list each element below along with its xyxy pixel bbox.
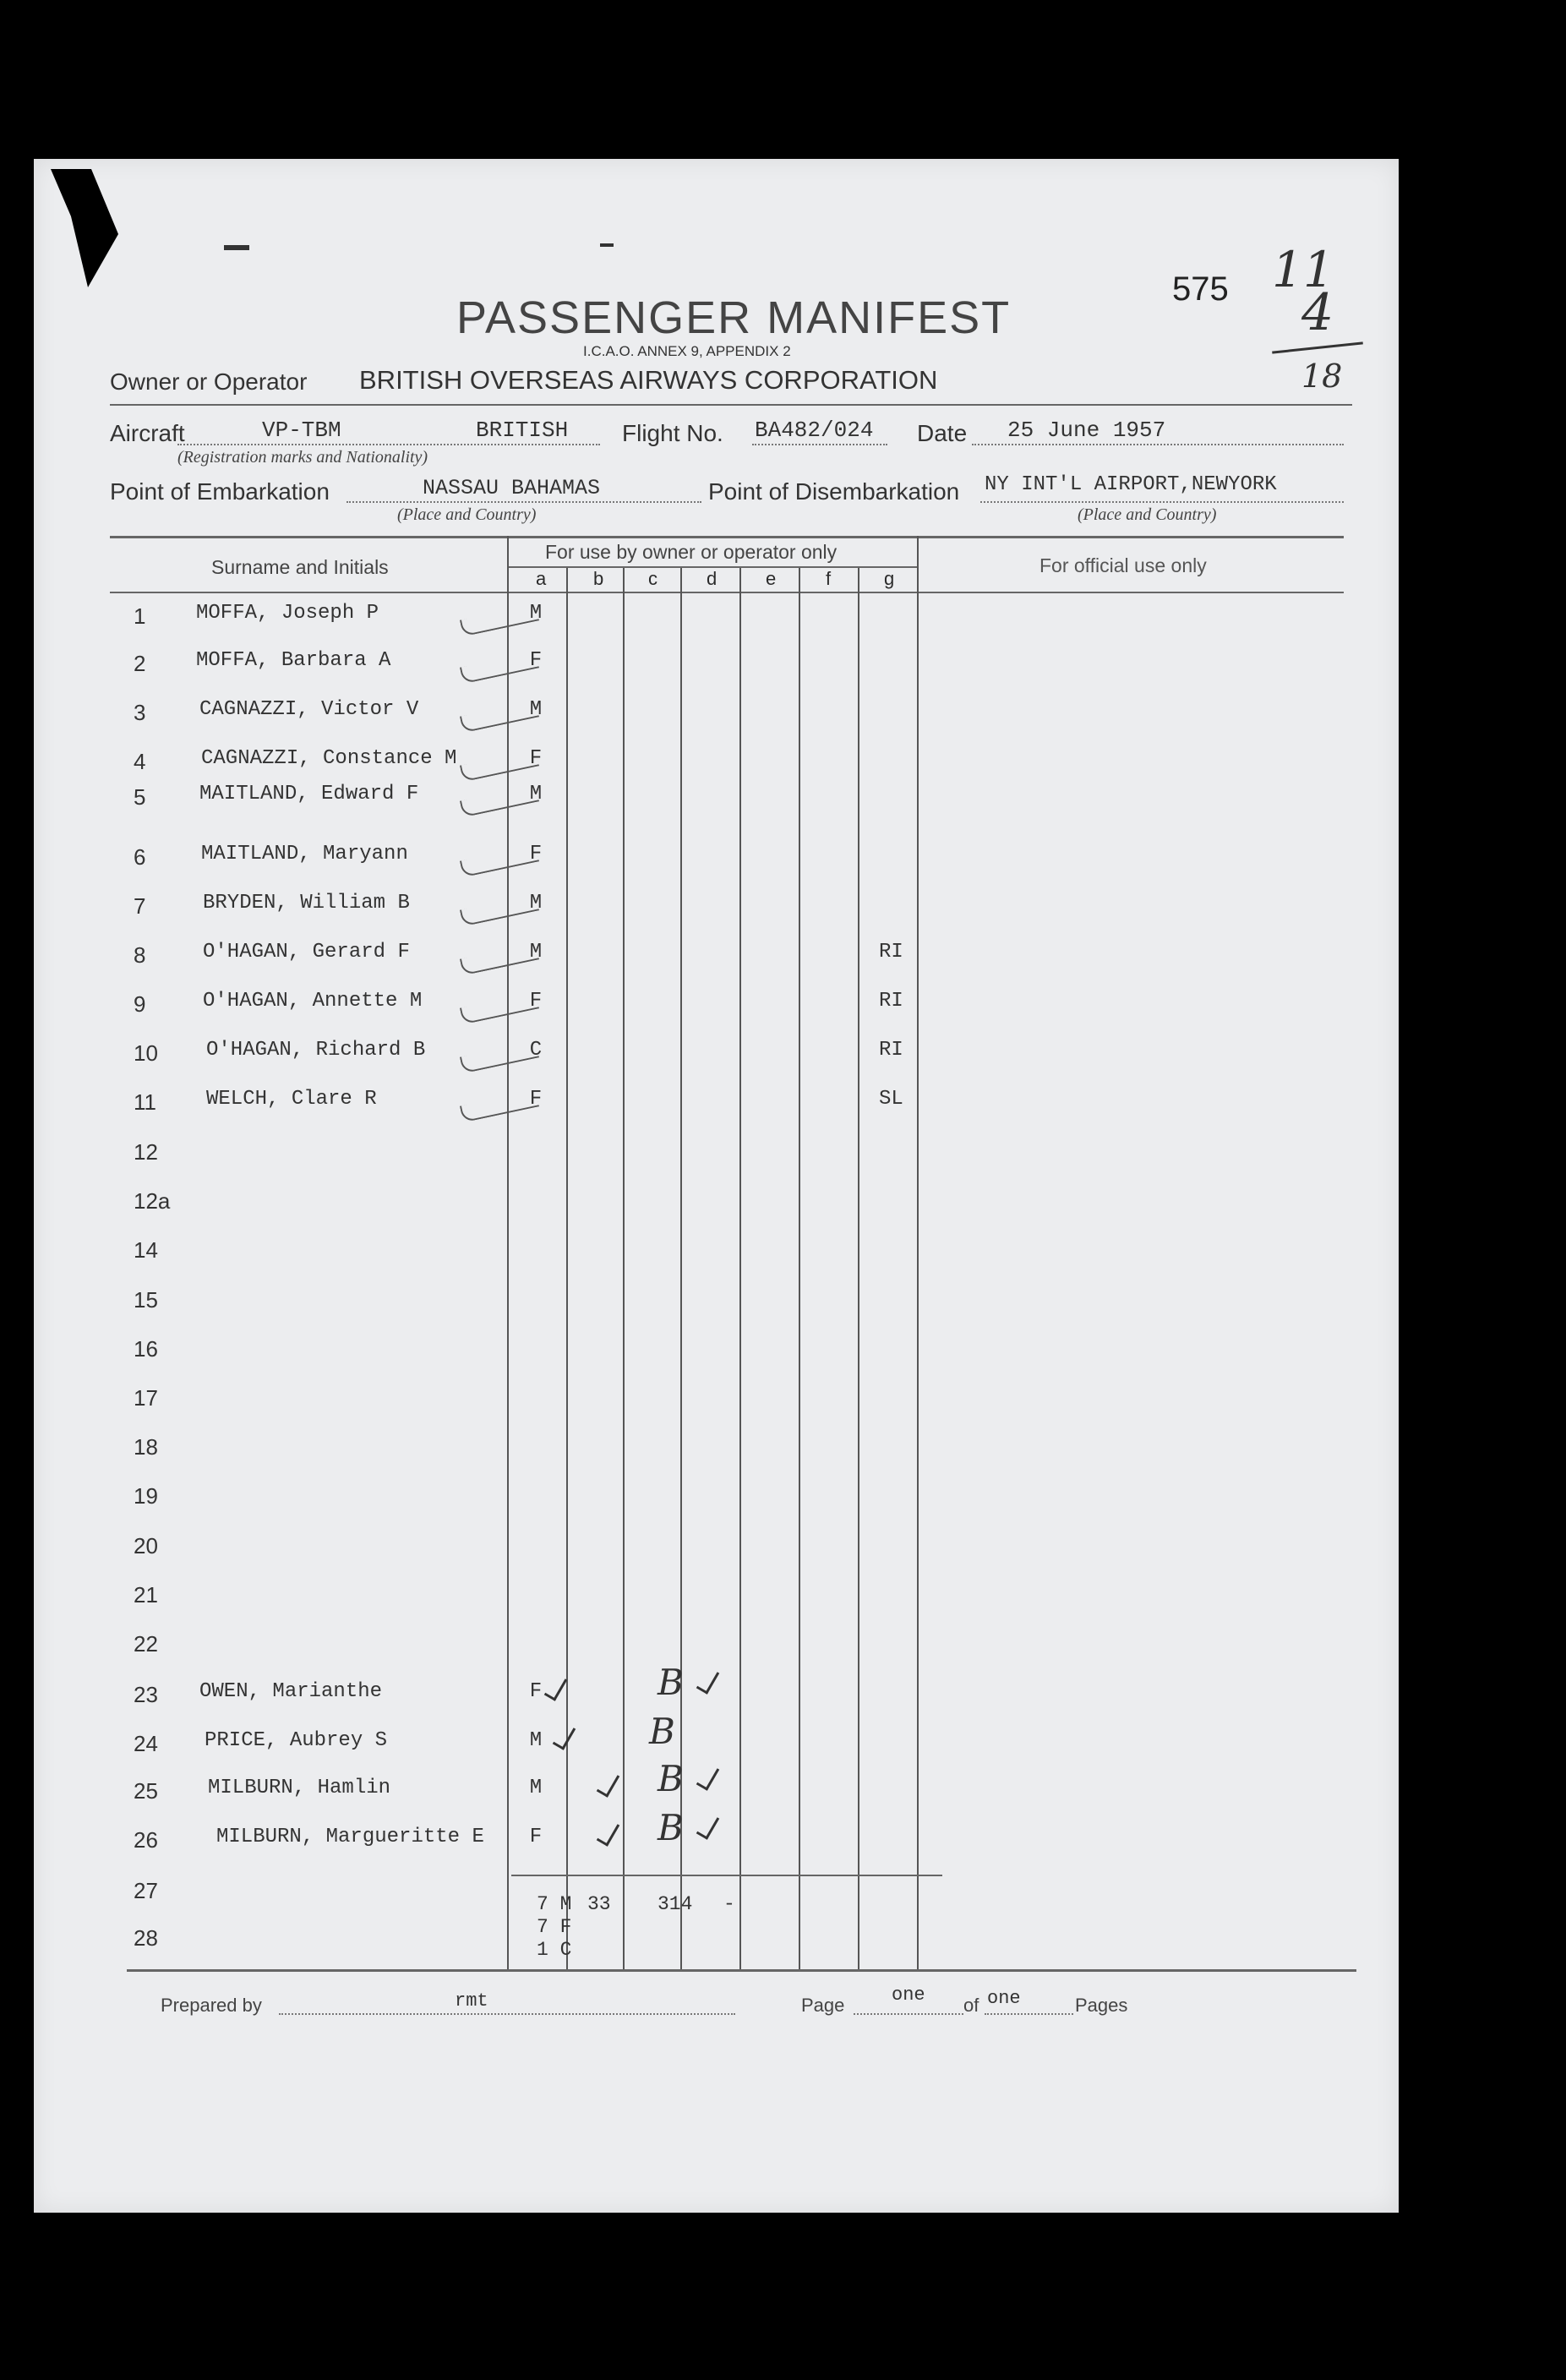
aircraft-note: (Registration marks and Nationality) — [177, 448, 428, 467]
passenger-code: SL — [879, 1088, 903, 1111]
passenger-sex: F — [529, 1826, 543, 1848]
row-number: 19 — [134, 1483, 158, 1509]
prepared-label: Prepared by — [161, 1995, 262, 2016]
passenger-sex: M — [529, 1777, 543, 1799]
subcol-b: b — [593, 568, 604, 589]
total-b: 33 — [587, 1893, 611, 1915]
passenger-sex: C — [529, 1039, 543, 1062]
total-d: - — [723, 1893, 735, 1915]
row-number: 12a — [134, 1188, 171, 1214]
row-number: 21 — [134, 1582, 158, 1608]
col-divider-e — [739, 568, 741, 1970]
subcol-c: c — [648, 568, 658, 589]
flight-label: Flight No. — [622, 420, 723, 446]
passenger-name: MAITLAND, Maryann — [201, 843, 408, 865]
col-official-header: For official use only — [1039, 554, 1207, 576]
passenger-name: O'HAGAN, Annette M — [203, 990, 423, 1013]
embarkation-note: (Place and Country) — [397, 505, 537, 524]
passenger-name: CAGNAZZI, Victor V — [199, 698, 419, 721]
stamp-number: 575 — [1172, 270, 1229, 308]
row-number: 2 — [134, 651, 146, 676]
passenger-name: PRICE, Aubrey S — [205, 1729, 388, 1752]
operator-value: BRITISH OVERSEAS AIRWAYS CORPORATION — [359, 365, 938, 395]
total-a-line2: 7 F — [537, 1916, 572, 1938]
row-number: 16 — [134, 1336, 158, 1362]
date-label: Date — [917, 420, 968, 446]
ink-mark — [600, 243, 614, 247]
total-a-line1: 7 M — [537, 1893, 572, 1915]
passenger-sex: F — [529, 747, 543, 770]
embarkation-value: NASSAU BAHAMAS — [423, 476, 601, 500]
page-subtitle: I.C.A.O. ANNEX 9, APPENDIX 2 — [583, 343, 791, 359]
row-number: 9 — [134, 991, 146, 1017]
col-surname-header: Surname and Initials — [211, 556, 389, 578]
of-label: of — [963, 1995, 979, 2016]
disembarkation-note: (Place and Country) — [1078, 505, 1217, 524]
hand-b-mark: B — [649, 1711, 675, 1752]
passenger-name: WELCH, Clare R — [206, 1088, 377, 1111]
prepared-line — [279, 2013, 735, 2015]
hand-b-mark: B — [658, 1758, 684, 1799]
row-number: 22 — [134, 1631, 158, 1657]
page-title: PASSENGER MANIFEST — [456, 292, 1012, 343]
flight-line — [752, 444, 887, 445]
col-divider-official — [917, 536, 919, 1970]
hand-note-top: 11 — [1272, 241, 1334, 298]
header-rule — [110, 404, 1352, 406]
row-number: 14 — [134, 1237, 158, 1263]
row-number: 15 — [134, 1287, 158, 1313]
row-number: 8 — [134, 942, 146, 968]
passenger-name: MOFFA, Joseph P — [196, 602, 379, 625]
row-number: 10 — [134, 1040, 158, 1066]
totals-rule — [511, 1875, 942, 1876]
flight-value: BA482/024 — [755, 418, 874, 443]
pages-label: Pages — [1075, 1995, 1128, 2016]
table-header-rule — [110, 592, 1344, 593]
row-number: 27 — [134, 1878, 158, 1903]
disembarkation-line — [980, 501, 1344, 503]
passenger-sex: F — [529, 1088, 543, 1111]
row-number: 18 — [134, 1434, 158, 1460]
passenger-name: MOFFA, Barbara A — [196, 649, 391, 672]
aircraft-label: Aircraft — [110, 420, 185, 446]
passenger-name: CAGNAZZI, Constance M — [201, 747, 457, 770]
passenger-code: RI — [879, 1039, 903, 1062]
row-number: 20 — [134, 1533, 158, 1558]
col-owner-header: For use by owner or operator only — [545, 541, 838, 563]
prepared-value: rmt — [455, 1990, 488, 2012]
row-number: 17 — [134, 1385, 158, 1411]
row-number: 26 — [134, 1827, 158, 1853]
col-divider-c — [623, 568, 625, 1970]
subcol-e: e — [766, 568, 777, 589]
passenger-code: RI — [879, 990, 903, 1013]
hand-note-mid: 4 — [1301, 283, 1334, 342]
subcol-d: d — [707, 568, 718, 589]
passenger-name: BRYDEN, William B — [203, 892, 410, 914]
row-number: 11 — [134, 1089, 156, 1115]
date-line — [972, 444, 1344, 445]
passenger-name: MILBURN, Margueritte E — [216, 1826, 484, 1848]
passenger-sex: F — [529, 649, 543, 672]
row-number: 5 — [134, 784, 146, 810]
total-a-line3: 1 C — [537, 1939, 572, 1961]
date-value: 25 June 1957 — [1007, 418, 1166, 443]
passenger-name: MILBURN, Hamlin — [208, 1777, 391, 1799]
passenger-sex: M — [529, 698, 543, 721]
disembarkation-value: NY INT'L AIRPORT,NEWYORK — [985, 473, 1277, 496]
page-line — [854, 2013, 963, 2015]
passenger-sex: F — [529, 990, 543, 1013]
embarkation-label: Point of Embarkation — [110, 478, 330, 505]
passenger-code: RI — [879, 941, 903, 963]
passenger-name: MAITLAND, Edward F — [199, 783, 419, 805]
row-number: 25 — [134, 1778, 158, 1804]
row-number: 28 — [134, 1925, 158, 1951]
operator-label: Owner or Operator — [110, 368, 308, 395]
aircraft-registration: VP-TBM — [262, 418, 341, 443]
table-top-rule — [110, 536, 1344, 538]
row-number: 23 — [134, 1682, 158, 1707]
embarkation-line — [346, 501, 701, 503]
passenger-sex: F — [529, 843, 543, 865]
ink-mark — [224, 245, 249, 250]
row-number: 4 — [134, 749, 146, 774]
hand-note-bottom: 18 — [1301, 358, 1343, 395]
col-divider-a — [507, 536, 509, 1970]
of-line — [985, 2013, 1073, 2015]
subcol-a: a — [536, 568, 547, 589]
passenger-sex: M — [529, 783, 543, 805]
hand-b-mark: B — [658, 1807, 684, 1848]
col-divider-f — [799, 568, 800, 1970]
page-label: Page — [801, 1995, 845, 2016]
row-number: 3 — [134, 700, 146, 725]
row-number: 6 — [134, 844, 146, 870]
footer-rule — [127, 1969, 1356, 1972]
row-number: 12 — [134, 1139, 158, 1165]
total-c: 314 — [658, 1893, 693, 1915]
passenger-sex: M — [529, 941, 543, 963]
passenger-sex: F — [529, 1680, 543, 1703]
subcol-f: f — [826, 568, 832, 589]
aircraft-nationality: BRITISH — [476, 418, 569, 443]
subcol-g: g — [884, 568, 895, 589]
passenger-sex: M — [529, 602, 543, 625]
passenger-name: OWEN, Marianthe — [199, 1680, 383, 1703]
of-value: one — [987, 1988, 1021, 2009]
disembarkation-label: Point of Disembarkation — [708, 478, 960, 505]
page-value: one — [892, 1984, 925, 2006]
passenger-name: O'HAGAN, Gerard F — [203, 941, 410, 963]
col-divider-b — [566, 568, 568, 1970]
row-number: 24 — [134, 1731, 158, 1756]
col-divider-g — [858, 568, 859, 1970]
passenger-sex: M — [529, 1729, 543, 1752]
hand-b-mark: B — [658, 1662, 684, 1703]
passenger-name: O'HAGAN, Richard B — [206, 1039, 426, 1062]
row-number: 1 — [134, 603, 146, 629]
aircraft-line — [177, 444, 600, 445]
passenger-sex: M — [529, 892, 543, 914]
row-number: 7 — [134, 893, 146, 919]
